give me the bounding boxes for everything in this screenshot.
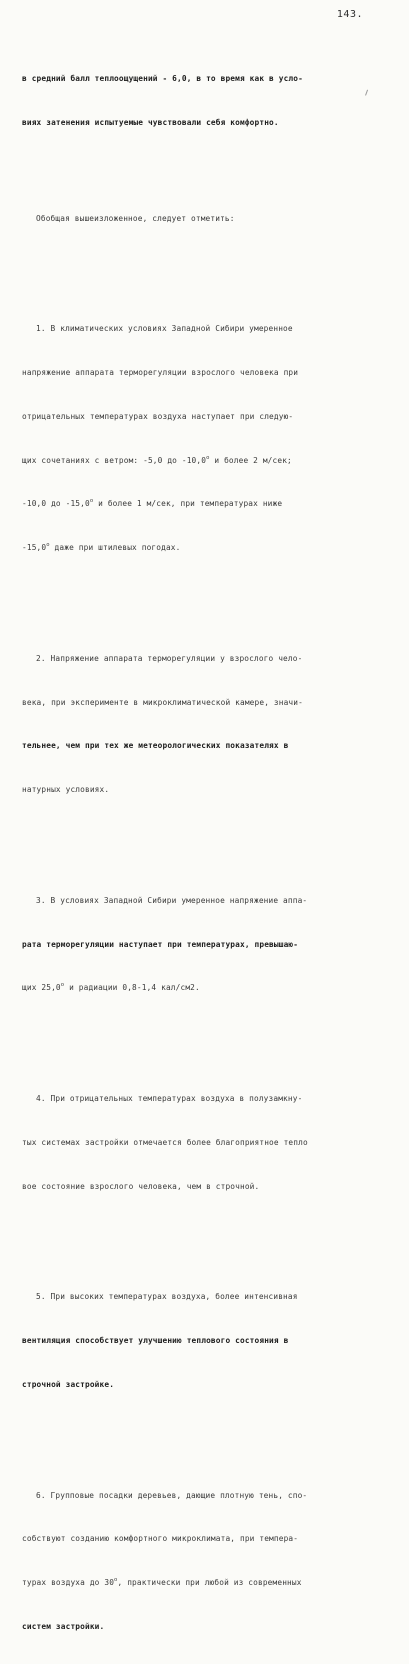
point-3-line-3: щих 25,0$^o$ и радиации 0,8-1,4 кал/см2. [22,982,200,993]
point-2-line-4: натурных условиях. [22,785,110,795]
point-4-line-1: 4. При отрицательных температурах воздуха в полузамкну- [36,1094,303,1104]
degree-sign: o [206,454,210,461]
point-3-line-1: 3. В условиях Западной Сибири умеренное напряжение аппа- [36,895,308,905]
page-body [22,28,394,1664]
point-5-line-2: вентиляция способствует улучшению теплового состояния в [22,1336,289,1346]
point-2-line-3: тельнее, чем при тех же метеорологических показателях в [22,741,289,751]
point-4-line-2: тых системах застройки отмечается более благоприятное тепло [22,1137,308,1147]
point-5-line-3: строчной застройке. [22,1379,115,1389]
intro-line-2: виях затенения испытуемые чувствовали себя комфортно. [22,117,279,127]
point-6-line-4: систем застройки. [22,1621,105,1631]
point-3-line-2: рата терморегуляции наступает при температурах, превышаю- [22,939,299,949]
degree-sign: o [114,1577,118,1584]
point-4-line-3: вое состояние взрослого человека, чем в строчной. [22,1181,260,1191]
point-6-line-3: турах воздуха до 30$^o$, практически при любой из современных [22,1577,302,1588]
point-1-line-6: -15,0$^o$ даже при штилевых погодах. [22,542,181,553]
page-number: 143. [336,9,363,20]
degree-sign: o [60,982,65,989]
point-5-line-1: 5. При высоких температурах воздуха, более интенсивная [36,1292,298,1302]
point-1-line-5: -10,0 до -15,0$^o$ и более 1 м/сек, при температурах ниже [22,498,283,509]
point-1-line-2: напряжение аппарата терморегуляции взрослого человека при [22,368,299,378]
point-6-line-2: собствуют созданию комфортного микроклимата, при темпера- [22,1534,299,1544]
point-2-line-2: века, при эксперименте в микроклиматической камере, значи- [22,697,303,707]
summary-heading: Обобщая вышеизложенное, следует отметить: [36,213,235,223]
point-1-line-1: 1. В климатических условиях Западной Сибири умеренное [36,324,293,334]
intro-line-1: в средний балл теплоощущений - 6,0, в то время как в усло- [22,73,303,83]
degree-sign: o [46,542,50,549]
degree-sign: o [89,498,94,505]
point-1-line-3: отрицательных температурах воздуха наступает при следую- [22,411,294,421]
point-2-line-1: 2. Напряжение аппарата терморегуляции у взрослого чело- [36,653,303,663]
point-6-line-1: 6. Групповые посадки деревьев, дающие плотную тень, спо- [36,1490,308,1500]
point-1-line-4: щих сочетаниях с ветром: -5,0 до -10,0$^o$ и более 2 м/сек; [22,454,292,465]
